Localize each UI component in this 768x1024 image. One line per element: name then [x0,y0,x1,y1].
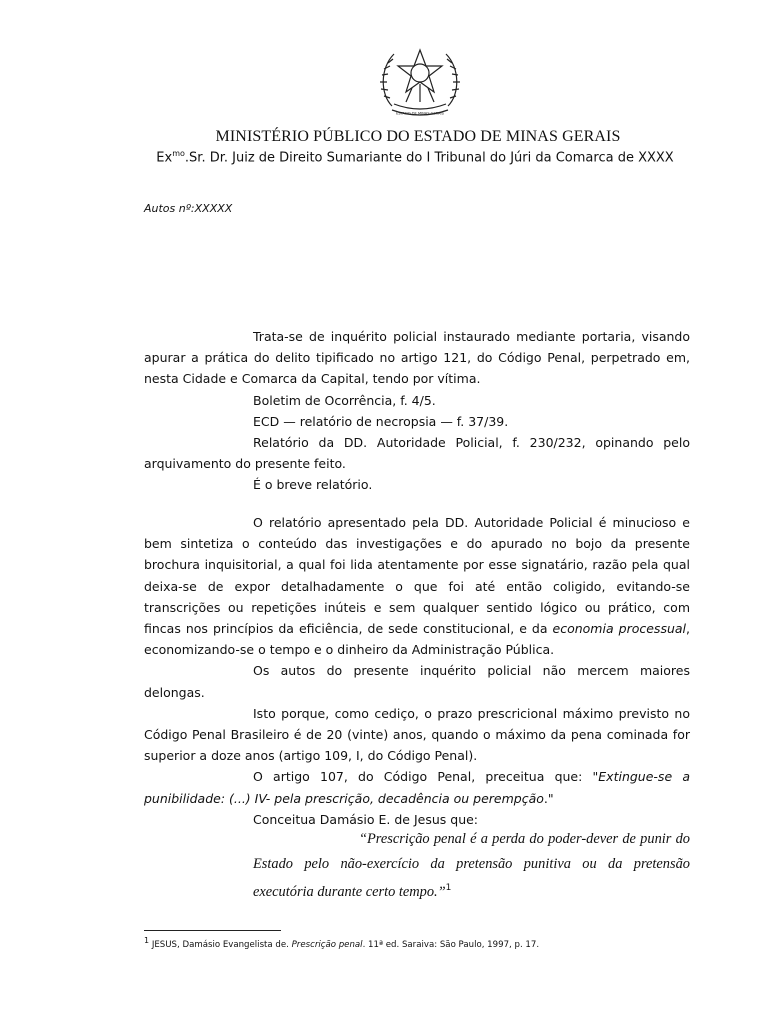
ministry-heading: MINISTÉRIO PÚBLICO DO ESTADO DE MINAS GERAIS [215,128,621,145]
report-paragraph-1: Trata-se de inquérito policial instaurado mediante portaria, visando apurar a prática do delito tipificado no artigo 121, do Código Penal, perpetrado em, nesta Cidade e Comarca da Capital, tendo por vítima. [144,329,690,387]
analysis-p1-text: O relatório apresentado pela DD. Autoridade Policial é minucioso e bem sintetiza o conteúdo das investigações e do apurado no bojo da presente brochura inquisitorial, a qual foi lida atentamente por esse signatário, razão pela qual deixa-se de expor detalhadamente o que foi até então coligido, evitando-se transcrições ou repetições inúteis e sem qualquer sentido lógico ou prático, com fincas nos princípios da eficiência, de sede constitucional, e da [144,515,690,637]
report-section [144,326,690,496]
report-paragraph-4: Relatório da DD. Autoridade Policial, f. 230/232, opinando pelo arquivamento do presente feito. [144,435,690,472]
footnote-title: Prescrição penal [291,939,363,950]
report-paragraph-2: Boletim de Ocorrência, f. 4/5. [253,392,436,408]
analysis-paragraph-4 [144,766,690,808]
footnote [144,936,539,950]
footnote-number: 1 [144,936,150,945]
report-paragraph-3: ECD — relatório de necropsia — f. 37/39. [253,413,509,429]
addressee-rest: .Sr. Dr. Juiz de Direito Sumariante do I Tribunal do Júri da Comarca de XXXX [184,150,674,166]
coat-of-arms-seal [376,44,464,120]
analysis-section [144,512,690,830]
seal-lettering: ESTADO DE MINAS GERAIS [396,111,444,116]
quote-text: “Prescrição penal é a perda do poder-dever de punir do Estado pelo não-exercício da pretensão punitiva ou da pretensão executória durante certo tempo.” [253,831,690,900]
footnote-separator [144,930,281,931]
analysis-p1-tail: , economizando-se o tempo e o dinheiro da Administração Pública. [144,621,690,658]
analysis-p4-tail: ." [543,790,554,806]
case-number: Autos nº:XXXXX [144,202,233,215]
analysis-p1-emphasis: economia processual [552,621,687,637]
footnote-author: JESUS, Damásio Evangelista de. [149,939,292,950]
doctrine-quote [253,827,690,904]
analysis-p4-quote: "Extingue-se a punibilidade: (...) IV- pela prescrição, decadência ou perempção [144,769,690,806]
analysis-paragraph-5: Conceitua Damásio E. de Jesus que: [253,811,479,827]
report-paragraph-5: É o breve relatório. [253,477,373,493]
analysis-paragraph-2: Os autos do presente inquérito policial não mercem maiores delongas. [144,663,690,700]
footnote-reference[interactable]: 1 [445,883,452,893]
footnote-details: . 11ª ed. Saraiva: São Paulo, 1997, p. 17. [362,939,540,950]
addressee-line [0,149,768,165]
analysis-paragraph-1 [144,512,690,660]
analysis-paragraph-3: Isto porque, como cediço, o prazo prescricional máximo previsto no Código Penal Brasileiro é de 20 (vinte) anos, quando o máximo da pena cominada for superior a doze anos (artigo 109, I, do Código Penal). [144,705,690,764]
analysis-p4-text: O artigo 107, do Código Penal, preceitua que: [253,769,593,785]
addressee-superscript: mo [172,149,185,158]
addressee-prefix: Ex [156,150,173,166]
